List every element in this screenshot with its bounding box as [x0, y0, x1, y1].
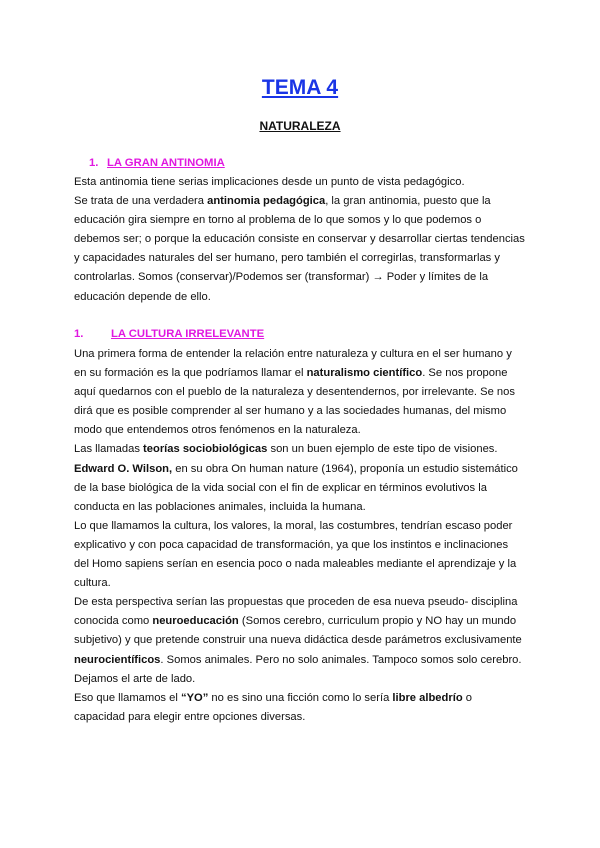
paragraph	[74, 593, 526, 688]
section-number: 1.	[74, 328, 84, 340]
section-heading-text: LA GRAN ANTINOMIA	[107, 157, 225, 169]
page-title: TEMA 4	[261, 76, 339, 99]
text-run: Se trata de una verdadera	[74, 195, 208, 208]
text-run: Una primera forma de entender la relación entre naturaleza y cultura en el ser humano y en su formación es la que podríamos llamar el	[74, 348, 512, 380]
bold-term: libre albedrío	[392, 691, 463, 704]
bold-term: neuroeducación	[152, 615, 239, 628]
section-heading-cultura-irrelevante	[74, 326, 264, 342]
text-run: . Somos animales. Pero no solo animales. Tampoco somos solo cerebro. Dejamos el arte de lado.	[74, 653, 522, 685]
text-run: Esta antinomia tiene serias implicaciones desde un punto de vista pedagógico.	[74, 176, 465, 188]
bold-term: Edward O. Wilson,	[74, 462, 173, 475]
text-run: no es sino una ficción como lo sería	[208, 691, 393, 704]
text-run: De esta perspectiva serían las propuestas que proceden de esa nueva pseudo- disciplina conocida como	[74, 596, 518, 628]
text-run: o capacidad para elegir entre opciones diversas.	[74, 691, 472, 723]
paragraph	[74, 173, 526, 192]
paragraph	[74, 440, 526, 459]
section-heading-gran-antinomia	[89, 155, 225, 171]
bold-term: “YO”	[180, 691, 209, 704]
paragraph	[74, 192, 526, 307]
paragraph	[74, 689, 526, 727]
bold-term: naturalismo científico	[306, 367, 423, 380]
bold-term: neurocientíficos	[74, 653, 161, 666]
text-run: . Se nos propone aquí quedarnos con el pueblo de la naturaleza y desentendernos, por irrelevante. Se nos dirá que es posible comprender al ser humano y a las sociedades humanas, del mismo modo que entendemos otros fenómenos en la naturaleza.	[74, 367, 515, 437]
text-run: Lo que llamamos la cultura, los valores, la moral, las costumbres, tendrían escaso poder explicativo y con poca capacidad de transformación, ya que los instintos e inclinaciones del Homo sapiens serían en esencia poco o nada maleables mediante el aprendizaje y la cultura.	[74, 519, 517, 590]
section-number: 1.	[89, 157, 99, 169]
text-run: son un buen ejemplo de este tipo de visiones.	[267, 443, 498, 456]
page-subtitle: NATURALEZA	[259, 119, 341, 133]
text-run: Eso que llamamos el	[74, 691, 181, 704]
section-heading-text: LA CULTURA IRRELEVANTE	[111, 328, 265, 340]
text-run: (Somos cerebro, curriculum propio y NO hay un mundo subjetivo) y que pretende construir una nueva didáctica desde parámetros exclusivamente	[74, 615, 522, 647]
paragraph	[74, 345, 526, 440]
paragraph	[74, 517, 526, 593]
text-run: en su obra On human nature (1964), proponía un estudio sistemático de la base biológica de la vida social con el fin de explicar en términos evolutivos la conducta en las poblaciones animales, incluida la humana.	[74, 462, 518, 513]
text-run: Las llamadas	[74, 443, 144, 456]
section-body-gran-antinomia	[74, 173, 526, 307]
section-body-cultura-irrelevante	[74, 345, 526, 727]
bold-term: antinomia pedagógica	[207, 195, 326, 208]
text-run: , la gran antinomia, puesto que la educación gira siempre en torno al problema de lo que somos y lo que podemos o debemos ser; o porque la educación consiste en conservar y desarrollar ciertas tendencias y capacidades naturales del ser humano, pero también el corregirlas, transformarlas y controlarlas. Somos (conservar)/Podemos ser (transformar) → Poder y límites de la educación depende de ello.	[74, 195, 525, 303]
paragraph	[74, 460, 526, 517]
bold-term: teorías sociobiológicas	[143, 443, 268, 456]
